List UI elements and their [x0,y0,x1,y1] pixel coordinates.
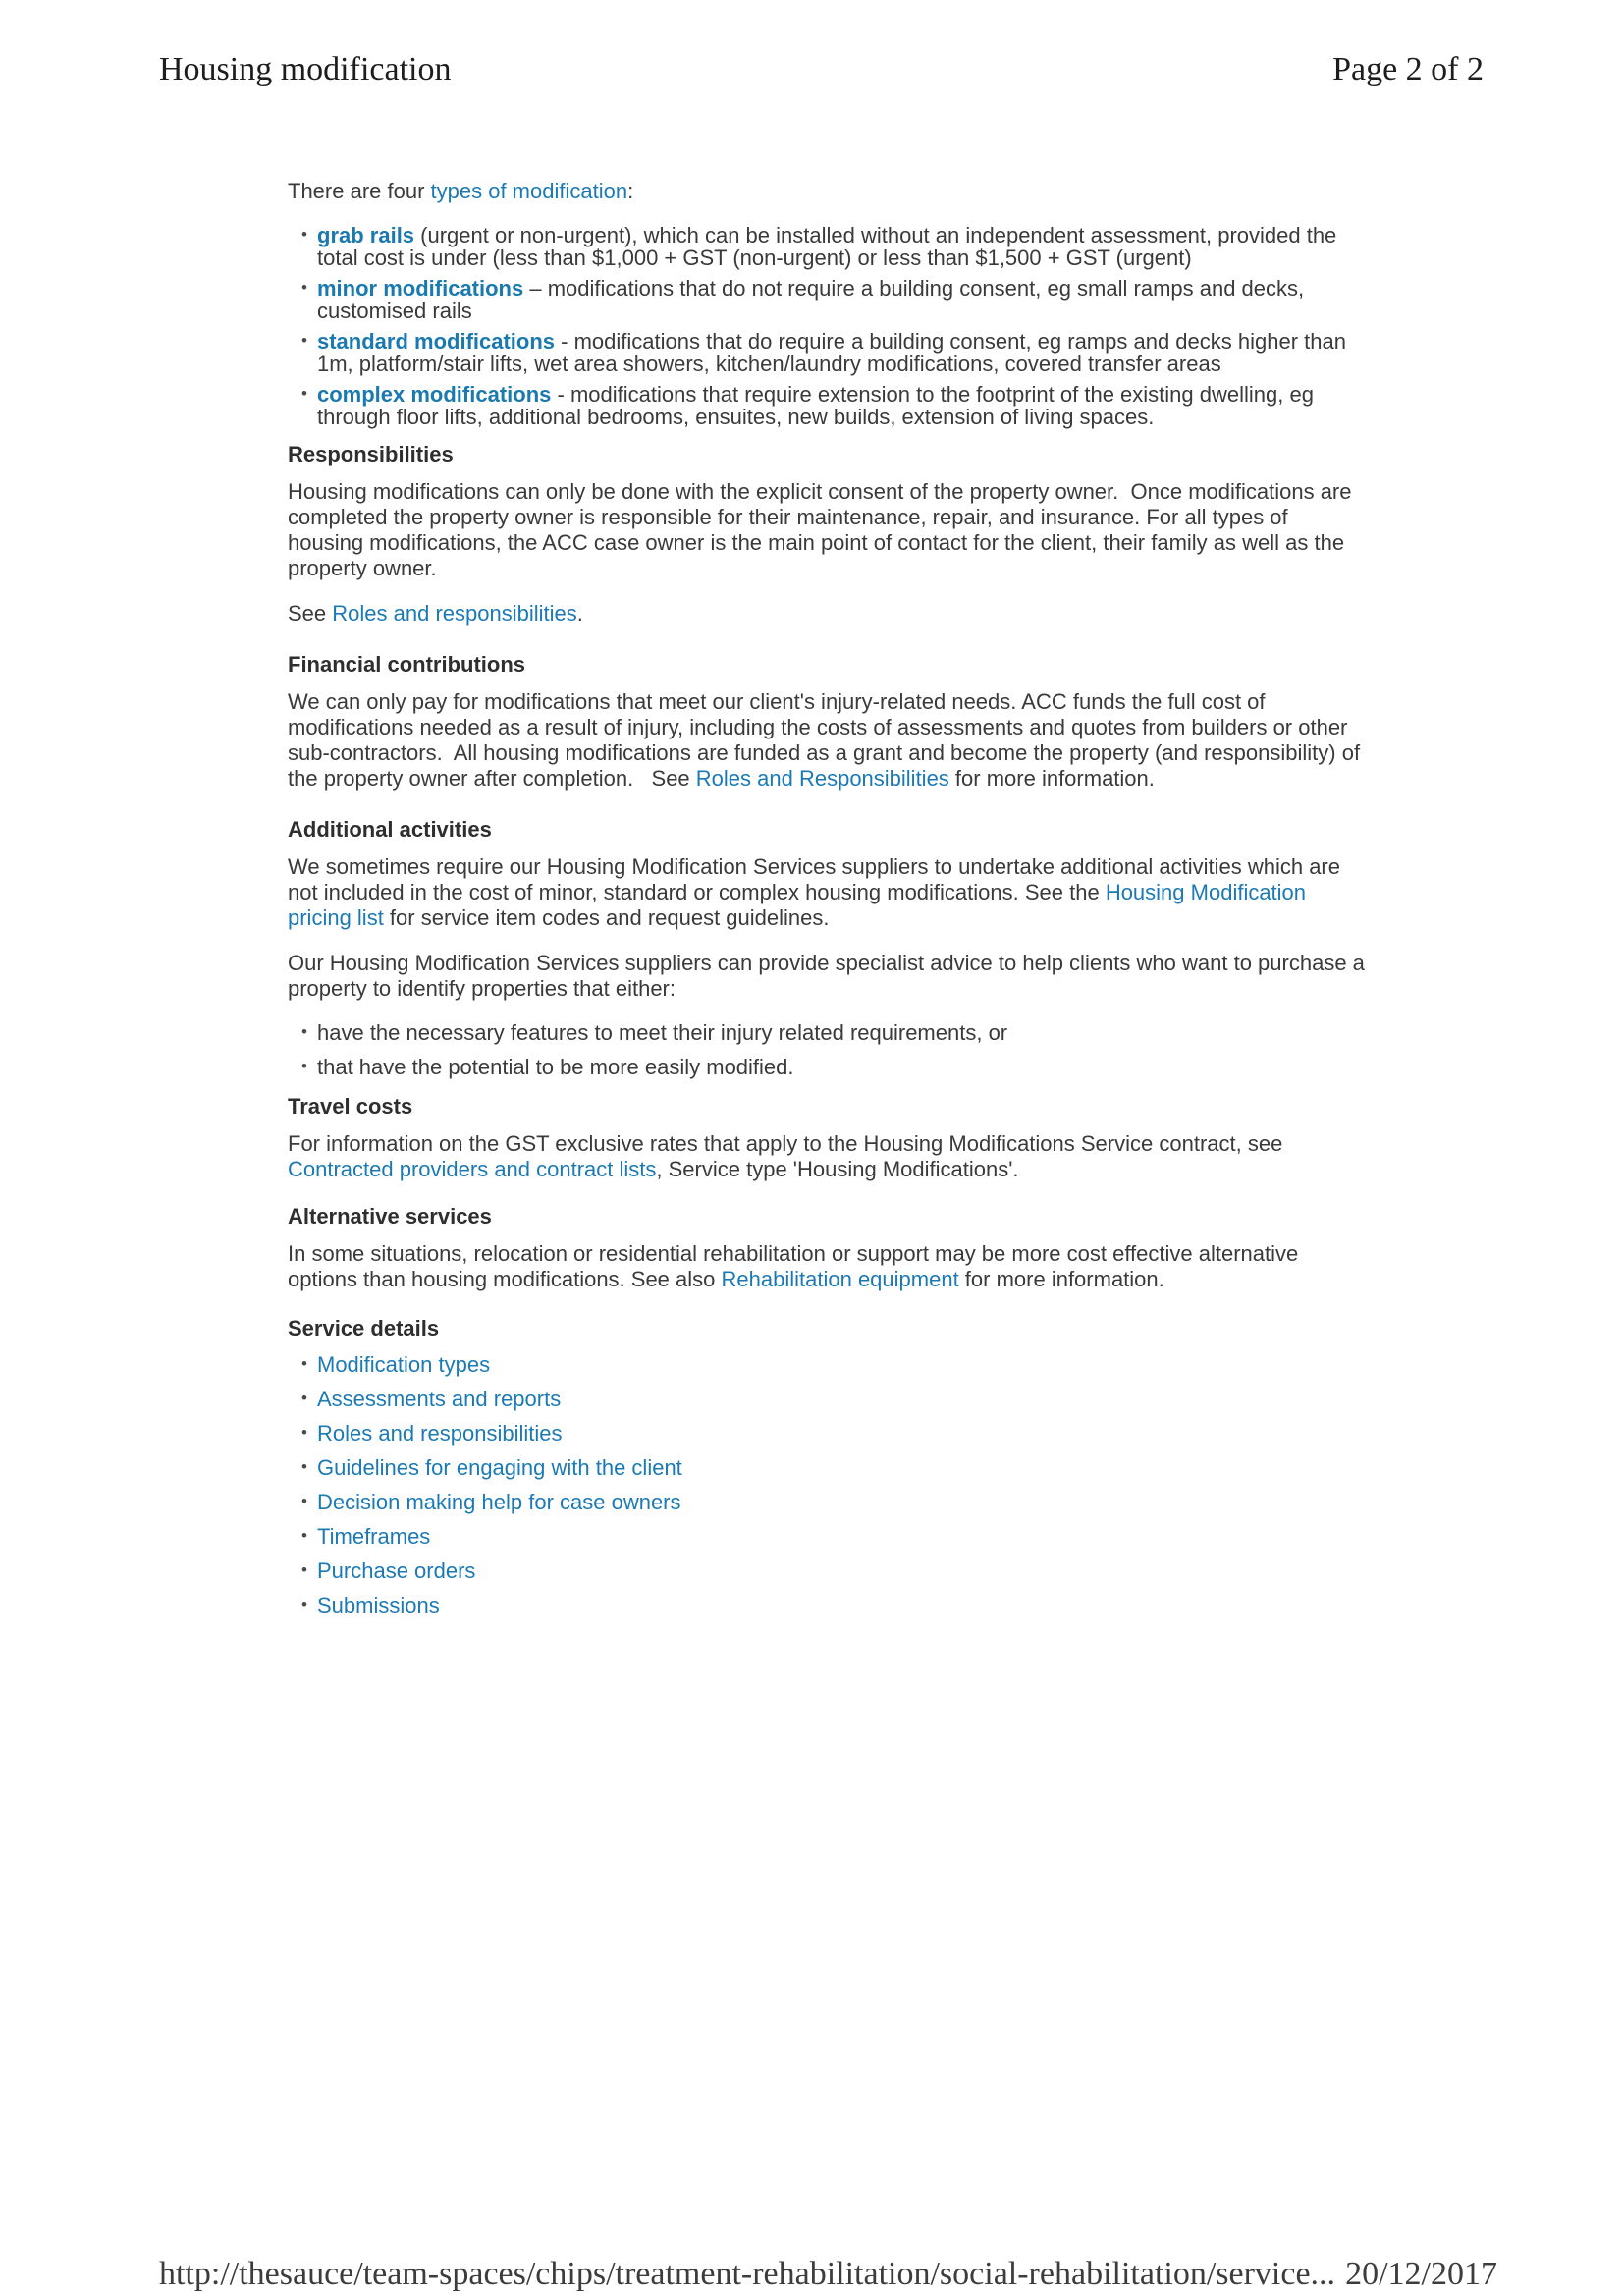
list-item [288,1559,1368,1582]
see-roles-paragraph [288,601,1368,627]
header-page-number: Page 2 of 2 [1332,51,1484,87]
list-item [288,1525,1368,1548]
section-heading-additional-activities: Additional activities [288,817,492,842]
page-header [159,51,1484,88]
bullet-icon: • [301,1354,307,1373]
additional-text-end: for service item codes and request guidelines. [383,905,830,930]
specialist-advice-paragraph: Our Housing Modification Services suppliers can provide specialist advice to help clients who want to purchase a property to identify properties that either: [288,951,1372,1001]
bullet-icon: • [301,1595,307,1613]
bullet-icon: • [301,1057,307,1075]
list-item-complex-modifications [288,383,1368,428]
modification-types-list [288,224,1368,428]
footer-url: http://thesauce/team-spaces/chips/treatment-rehabilitation/social-rehabilitation/service... [159,2256,1336,2292]
modification-types-link[interactable]: Modification types [317,1352,491,1377]
list-item-text: - modifications that do require a building consent, eg ramps and decks higher than 1m, platform/stair lifts, wet area showers, kitchen/laundry modifications, covered transfer areas [317,329,1353,376]
travel-costs-paragraph [288,1131,1368,1182]
submissions-link[interactable]: Submissions [317,1593,440,1617]
roles-and-responsibilities-link[interactable]: Roles and Responsibilities [695,766,949,791]
financial-contributions-paragraph [288,689,1368,792]
list-item [288,1021,1368,1044]
list-item [288,1491,1368,1513]
list-item [288,1456,1368,1479]
roles-and-responsibilities-link[interactable]: Roles and responsibilities [332,601,577,626]
guidelines-engaging-client-link[interactable]: Guidelines for engaging with the client [317,1455,682,1480]
footer-date: 20/12/2017 [1345,2256,1497,2292]
list-item-text: that have the potential to be more easily modified. [317,1055,794,1079]
list-item-minor-modifications [288,277,1368,322]
list-item-text: have the necessary features to meet their injury related requirements, or [317,1020,1008,1045]
page-footer [159,2256,1497,2293]
alternative-services-paragraph [288,1241,1368,1292]
see-period: . [576,601,583,626]
financial-text: We can only pay for modifications that meet our client's injury-related needs. ACC funds the full cost of modifications needed as a result of injury, including the costs of assessments and quotes from builders or other sub-contractors. All housing modifications are funded as a grant and become the property (and responsibility) of the property owner after completion. See [288,689,1367,791]
list-item [288,1388,1368,1410]
see-text: See [288,601,333,626]
additional-activities-paragraph [288,854,1368,931]
financial-text-end: for more information. [948,766,1155,791]
section-heading-responsibilities: Responsibilities [288,442,454,466]
intro-text: There are four [288,179,431,203]
bullet-icon: • [301,1423,307,1442]
intro-paragraph [288,179,1368,204]
list-item [288,1422,1368,1445]
bullet-icon: • [301,278,307,297]
responsibilities-paragraph: Housing modifications can only be done with the explicit consent of the property owner. Once modifications are completed the property owner is responsible for their maintenance, repair, and insurance. For all types of housing modifications, the ACC case owner is the main point of contact for the client, their family as well as the property owner. [288,479,1358,580]
travel-text-end: , Service type 'Housing Modifications'. [656,1157,1019,1181]
minor-modifications-link[interactable]: minor modifications [317,276,524,301]
document-body [288,179,1372,1628]
bullet-icon: • [301,1492,307,1510]
bullet-icon: • [301,225,307,244]
purchase-orders-link[interactable]: Purchase orders [317,1558,476,1583]
section-heading-alternative-services: Alternative services [288,1204,492,1229]
list-item [288,1353,1368,1376]
rehabilitation-equipment-link[interactable]: Rehabilitation equipment [721,1267,959,1291]
section-heading-service-details: Service details [288,1316,440,1340]
additional-text: We sometimes require our Housing Modification Services suppliers to undertake additional activities which are not included in the cost of minor, standard or complex housing modifications. See the [288,854,1347,904]
header-title: Housing modification [159,51,452,87]
section-heading-travel-costs: Travel costs [288,1094,413,1119]
list-item-text: (urgent or non-urgent), which can be installed without an independent assessment, provided the total cost is under (less than $1,000 + GST (non-urgent) or less than $1,500 + GST (urgent) [317,223,1343,270]
intro-colon: : [627,179,634,203]
service-details-list [288,1353,1368,1616]
list-item [288,1056,1368,1078]
alternative-text-end: for more information. [958,1267,1164,1291]
bullet-icon: • [301,331,307,350]
list-item-text: - modifications that require extension to the footprint of the existing dwelling, eg through floor lifts, additional bedrooms, ensuites, new builds, extension of living spaces. [317,382,1321,429]
bullet-icon: • [301,1560,307,1579]
grab-rails-link[interactable]: grab rails [317,223,415,247]
housing-modification-pricing-list-link[interactable]: Housing Modification pricing list [288,880,1313,930]
assessments-and-reports-link[interactable]: Assessments and reports [317,1387,562,1411]
alternative-text: In some situations, relocation or residential rehabilitation or support may be more cost effective alternative options than housing modifications. See also [288,1241,1305,1291]
property-criteria-list [288,1021,1368,1078]
standard-modifications-link[interactable]: standard modifications [317,329,556,354]
timeframes-link[interactable]: Timeframes [317,1524,431,1549]
bullet-icon: • [301,1526,307,1545]
bullet-icon: • [301,1457,307,1476]
complex-modifications-link[interactable]: complex modifications [317,382,552,407]
bullet-icon: • [301,1389,307,1407]
travel-text: For information on the GST exclusive rates that apply to the Housing Modifications Service contract, see [288,1131,1289,1156]
list-item-grab-rails [288,224,1368,269]
list-item-text: – modifications that do not require a building consent, eg small ramps and decks, customised rails [317,276,1311,323]
contracted-providers-link[interactable]: Contracted providers and contract lists [288,1157,657,1181]
list-item [288,1594,1368,1616]
types-of-modification-link[interactable]: types of modification [430,179,628,203]
list-item-standard-modifications [288,330,1368,375]
decision-making-help-link[interactable]: Decision making help for case owners [317,1490,681,1514]
roles-and-responsibilities-link[interactable]: Roles and responsibilities [317,1421,563,1446]
section-heading-financial-contributions: Financial contributions [288,652,526,677]
bullet-icon: • [301,1022,307,1041]
bullet-icon: • [301,384,307,403]
